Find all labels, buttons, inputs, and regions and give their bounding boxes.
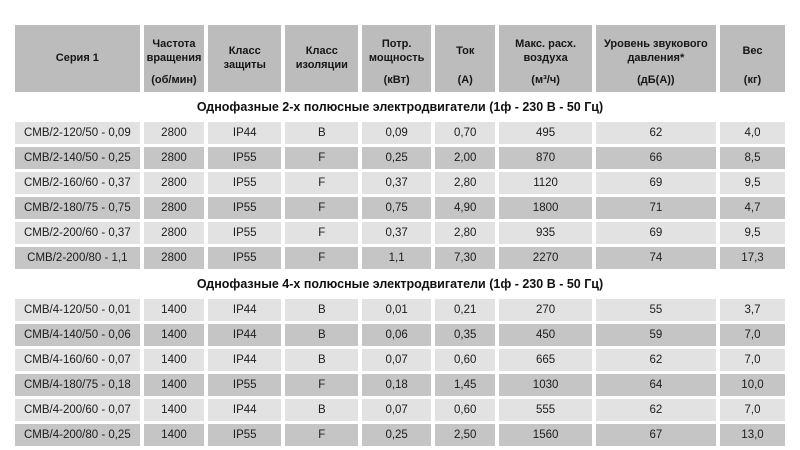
value-cell: 4,90 [435,197,496,219]
column-header-5 [435,25,496,92]
model-cell: CMB/4-140/50 - 0,06 [15,324,140,346]
model-cell: CMB/2-120/50 - 0,09 [15,122,140,144]
value-cell: 9,5 [720,172,785,194]
value-cell: 2,80 [435,172,496,194]
table-row [15,197,785,219]
table-body [15,95,785,446]
value-cell: 0,37 [362,172,431,194]
column-header-unit: (дБ(А)) [637,74,675,87]
value-cell: IP44 [208,349,281,371]
value-cell: IP44 [208,299,281,321]
value-cell: B [285,122,358,144]
value-cell: 69 [596,222,716,244]
model-cell: CMB/4-200/60 - 0,07 [15,399,140,421]
table-row [15,172,785,194]
value-cell: 1560 [499,424,591,446]
value-cell: 0,70 [435,122,496,144]
value-cell: 1,1 [362,247,431,269]
value-cell: IP55 [208,147,281,169]
model-cell: CMB/2-200/60 - 0,37 [15,222,140,244]
value-cell: IP55 [208,172,281,194]
section-title: Однофазные 2-х полюсные электродвигатели (1ф - 230 В - 50 Гц) [15,95,785,119]
table-row [15,324,785,346]
value-cell: 8,5 [720,147,785,169]
column-header-8 [720,25,785,92]
value-cell: B [285,349,358,371]
value-cell: F [285,172,358,194]
table-row [15,299,785,321]
column-header-label: Частота вращения [146,38,202,65]
value-cell: 0,21 [435,299,496,321]
table-row [15,222,785,244]
value-cell: F [285,247,358,269]
motor-spec-table [11,22,789,449]
table-row [15,147,785,169]
value-cell: 1800 [499,197,591,219]
value-cell: 2,00 [435,147,496,169]
table-row [15,349,785,371]
value-cell: 10,0 [720,374,785,396]
value-cell: 7,30 [435,247,496,269]
model-cell: CMB/2-200/80 - 1,1 [15,247,140,269]
value-cell: 270 [499,299,591,321]
column-header-label: Класс изоляции [295,45,348,71]
column-header-label: Класс защиты [223,45,266,71]
value-cell: IP55 [208,374,281,396]
value-cell: 7,0 [720,324,785,346]
value-cell: 450 [499,324,591,346]
value-cell: 1030 [499,374,591,396]
model-cell: CMB/4-160/60 - 0,07 [15,349,140,371]
value-cell: 0,06 [362,324,431,346]
value-cell: 495 [499,122,591,144]
value-cell: 2800 [144,147,205,169]
value-cell: 2270 [499,247,591,269]
column-header-7 [596,25,716,92]
value-cell: IP55 [208,424,281,446]
column-header-label: Вес [742,45,763,58]
column-header-4 [362,25,431,92]
value-cell: 71 [596,197,716,219]
value-cell: 1,45 [435,374,496,396]
value-cell: 62 [596,399,716,421]
value-cell: 1400 [144,299,205,321]
column-header-unit: (А) [457,74,473,87]
value-cell: 4,7 [720,197,785,219]
value-cell: 1400 [144,424,205,446]
value-cell: 0,75 [362,197,431,219]
value-cell: F [285,374,358,396]
value-cell: 2800 [144,197,205,219]
value-cell: 2800 [144,247,205,269]
value-cell: 7,0 [720,349,785,371]
value-cell: IP55 [208,197,281,219]
table-row [15,399,785,421]
column-header-label: Серия 1 [55,52,99,65]
value-cell: 935 [499,222,591,244]
model-cell: CMB/4-120/50 - 0,01 [15,299,140,321]
value-cell: 69 [596,172,716,194]
value-cell: 0,18 [362,374,431,396]
value-cell: 0,60 [435,399,496,421]
value-cell: F [285,424,358,446]
table-row [15,374,785,396]
value-cell: B [285,399,358,421]
value-cell: 665 [499,349,591,371]
value-cell: 9,5 [720,222,785,244]
value-cell: 555 [499,399,591,421]
value-cell: B [285,299,358,321]
value-cell: 67 [596,424,716,446]
column-header-unit: (об/мин) [151,74,197,87]
model-cell: CMB/2-160/60 - 0,37 [15,172,140,194]
value-cell: 2,50 [435,424,496,446]
value-cell: IP44 [208,399,281,421]
value-cell: 7,0 [720,399,785,421]
value-cell: 62 [596,122,716,144]
value-cell: IP44 [208,122,281,144]
column-header-0 [15,25,140,92]
model-cell: CMB/2-140/50 - 0,25 [15,147,140,169]
value-cell: 0,09 [362,122,431,144]
value-cell: 0,07 [362,349,431,371]
value-cell: 2800 [144,122,205,144]
value-cell: 55 [596,299,716,321]
value-cell: 870 [499,147,591,169]
value-cell: 66 [596,147,716,169]
value-cell: F [285,147,358,169]
value-cell: F [285,222,358,244]
value-cell: 1400 [144,324,205,346]
value-cell: 74 [596,247,716,269]
value-cell: 59 [596,324,716,346]
column-header-label: Ток [456,45,475,58]
value-cell: 1120 [499,172,591,194]
model-cell: CMB/2-180/75 - 0,75 [15,197,140,219]
value-cell: 1400 [144,349,205,371]
column-header-1 [144,25,205,92]
column-header-3 [285,25,358,92]
table-row [15,247,785,269]
column-header-label: Потр. мощность [368,38,425,65]
value-cell: 2800 [144,172,205,194]
column-header-unit: (кВт) [383,74,410,87]
value-cell: IP55 [208,222,281,244]
section-title-row [15,95,785,119]
value-cell: 13,0 [720,424,785,446]
value-cell: 62 [596,349,716,371]
column-header-6 [499,25,591,92]
value-cell: 0,07 [362,399,431,421]
value-cell: 1400 [144,374,205,396]
model-cell: CMB/4-200/80 - 0,25 [15,424,140,446]
section-title: Однофазные 4-х полюсные электродвигатели (1ф - 230 В - 50 Гц) [15,272,785,296]
value-cell: 64 [596,374,716,396]
column-header-label: Макс. расх. воздуха [515,38,577,65]
header-row [15,25,785,92]
table-row [15,122,785,144]
value-cell: 2800 [144,222,205,244]
value-cell: IP44 [208,324,281,346]
value-cell: 1400 [144,399,205,421]
section-title-row [15,272,785,296]
value-cell: IP55 [208,247,281,269]
value-cell: 0,01 [362,299,431,321]
value-cell: 2,80 [435,222,496,244]
value-cell: 4,0 [720,122,785,144]
value-cell: 0,25 [362,424,431,446]
value-cell: F [285,197,358,219]
model-cell: CMB/4-180/75 - 0,18 [15,374,140,396]
value-cell: B [285,324,358,346]
value-cell: 0,37 [362,222,431,244]
column-header-unit: (м³/ч) [531,74,560,87]
value-cell: 0,35 [435,324,496,346]
value-cell: 17,3 [720,247,785,269]
value-cell: 0,60 [435,349,496,371]
column-header-2 [208,25,281,92]
column-header-unit: (кг) [743,74,762,87]
value-cell: 3,7 [720,299,785,321]
value-cell: 0,25 [362,147,431,169]
column-header-label: Уровень звукового давления* [604,38,708,65]
table-row [15,424,785,446]
